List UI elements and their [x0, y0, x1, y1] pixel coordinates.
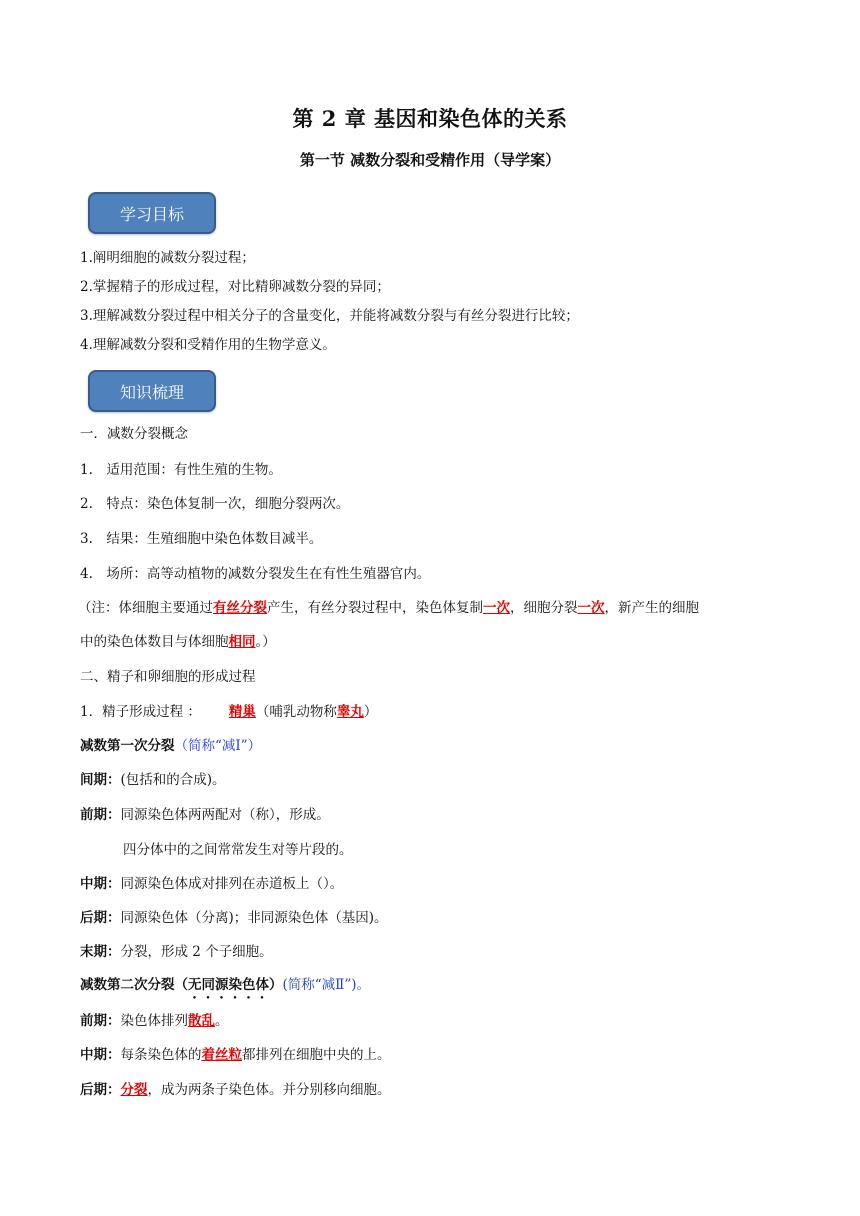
meiosis1-metaphase — [80, 874, 343, 894]
meiosis2-anaphase — [80, 1080, 391, 1100]
phase-text: 同源染色体两两配对（称），形成。 — [120, 807, 330, 823]
phase-keyword: 着丝粒 — [201, 1047, 242, 1063]
chapter-title: 第 2 章 基因和染色体的关系 — [292, 106, 568, 131]
note-keyword: 有丝分裂 — [213, 600, 267, 616]
note-keyword: 一次 — [577, 600, 605, 616]
sperm-formation-label: 1．精子形成过程 ： — [80, 704, 201, 720]
organ-note: ） — [363, 704, 378, 720]
meiosis2-label: 减数第二次分裂（ — [80, 977, 188, 993]
phase-label: 后期： — [80, 910, 121, 926]
note-keyword: 相同 — [228, 634, 256, 650]
concept-item-1: 1. 适用范围：有性生殖的生物。 — [80, 462, 282, 478]
organ-keyword: 精巢 — [228, 704, 256, 720]
meiosis1-prophase — [80, 805, 330, 825]
phase-text: 分裂，形成 2 个子细胞。 — [120, 944, 273, 960]
concept-item-2: 2. 特点：染色体复制一次，细胞分裂两次。 — [80, 496, 350, 512]
section-subtitle: 第一节 减数分裂和受精作用（导学案） — [299, 151, 561, 169]
phase-text: 同源染色体成对排列在赤道板上（）。 — [120, 876, 344, 892]
note-line-1 — [78, 598, 699, 618]
meiosis1-label: 减数第一次分裂 — [80, 738, 175, 754]
phase-text: ，成为两条子染色体。并分别移向细胞。 — [147, 1082, 391, 1098]
phase-text: 每条染色体的 — [120, 1047, 202, 1063]
meiosis1-telophase — [80, 942, 273, 962]
note-text: ，新产生的细胞 — [604, 600, 699, 616]
goal-item-3: 3.理解减数分裂过程中相关分子的含量变化，并能将减数分裂与有丝分裂进行比较； — [80, 308, 579, 324]
organ-note: （哺乳动物称 — [255, 704, 337, 720]
meiosis1-anaphase — [80, 908, 388, 928]
organ-alt-keyword: 睾丸 — [336, 704, 364, 720]
meiosis1-heading — [80, 736, 261, 756]
note-keyword: 一次 — [483, 600, 510, 616]
phase-keyword: 分裂 — [120, 1082, 148, 1098]
meiosis2-metaphase — [80, 1045, 391, 1065]
formation-heading: 二、精子和卵细胞的形成过程 — [80, 669, 256, 685]
phase-text: 染色体排列 — [120, 1013, 188, 1029]
phase-label: 间期： — [80, 772, 121, 788]
concept-item-4: 4. 场所：高等动植物的减数分裂发生在有性生殖器官内。 — [80, 566, 431, 582]
note-text: 产生，有丝分裂过程中，染色体复制 — [267, 600, 483, 616]
meiosis2-alias: (简称“减Ⅱ”)。 — [282, 977, 371, 993]
phase-label: 中期： — [80, 1047, 121, 1063]
note-text: （注：体细胞主要通过 — [78, 600, 213, 616]
phase-text: 同源染色体（分离)；非同源染色体（基因)。 — [120, 910, 388, 926]
goal-item-4: 4.理解减数分裂和受精作用的生物学意义。 — [80, 337, 336, 353]
meiosis1-alias: （简称“减Ⅰ”） — [174, 738, 262, 754]
concept-item-3: 3. 结果：生殖细胞中染色体数目减半。 — [80, 531, 323, 547]
phase-label: 末期： — [80, 944, 121, 960]
meiosis2-label: ） — [269, 977, 283, 993]
phase-text: 。 — [215, 1013, 229, 1029]
meiosis2-prophase — [80, 1011, 229, 1031]
phase-label: 中期： — [80, 876, 121, 892]
phase-label: 前期： — [80, 807, 121, 823]
knowledge-review-badge: 知识梳理 — [88, 370, 216, 412]
note-line-2 — [80, 632, 276, 652]
goal-item-2: 2.掌握精子的形成过程，对比精卵减数分裂的异同； — [80, 279, 390, 295]
meiosis2-emphasis: 无同源染色体 — [188, 977, 269, 993]
meiosis1-prophase-continued: 四分体中的之间常常发生对等片段的。 — [123, 842, 353, 858]
phase-text: 都排列在细胞中央的上。 — [242, 1047, 391, 1063]
learning-goals-badge: 学习目标 — [88, 192, 216, 234]
meiosis2-heading — [80, 975, 370, 1002]
concept-heading: 一．减数分裂概念 — [80, 426, 188, 442]
note-text: 中的染色体数目与体细胞 — [80, 634, 229, 650]
meiosis1-interphase — [80, 770, 226, 790]
goal-item-1: 1.阐明细胞的减数分裂过程； — [80, 250, 255, 266]
phase-label: 前期： — [80, 1013, 121, 1029]
phase-text: (包括和的合成)。 — [120, 772, 226, 788]
note-text: 。） — [255, 634, 276, 650]
phase-label: 后期： — [80, 1082, 121, 1098]
note-text: ，细胞分裂 — [510, 600, 578, 616]
phase-keyword: 散乱 — [188, 1013, 215, 1029]
sperm-formation-line — [80, 702, 377, 722]
